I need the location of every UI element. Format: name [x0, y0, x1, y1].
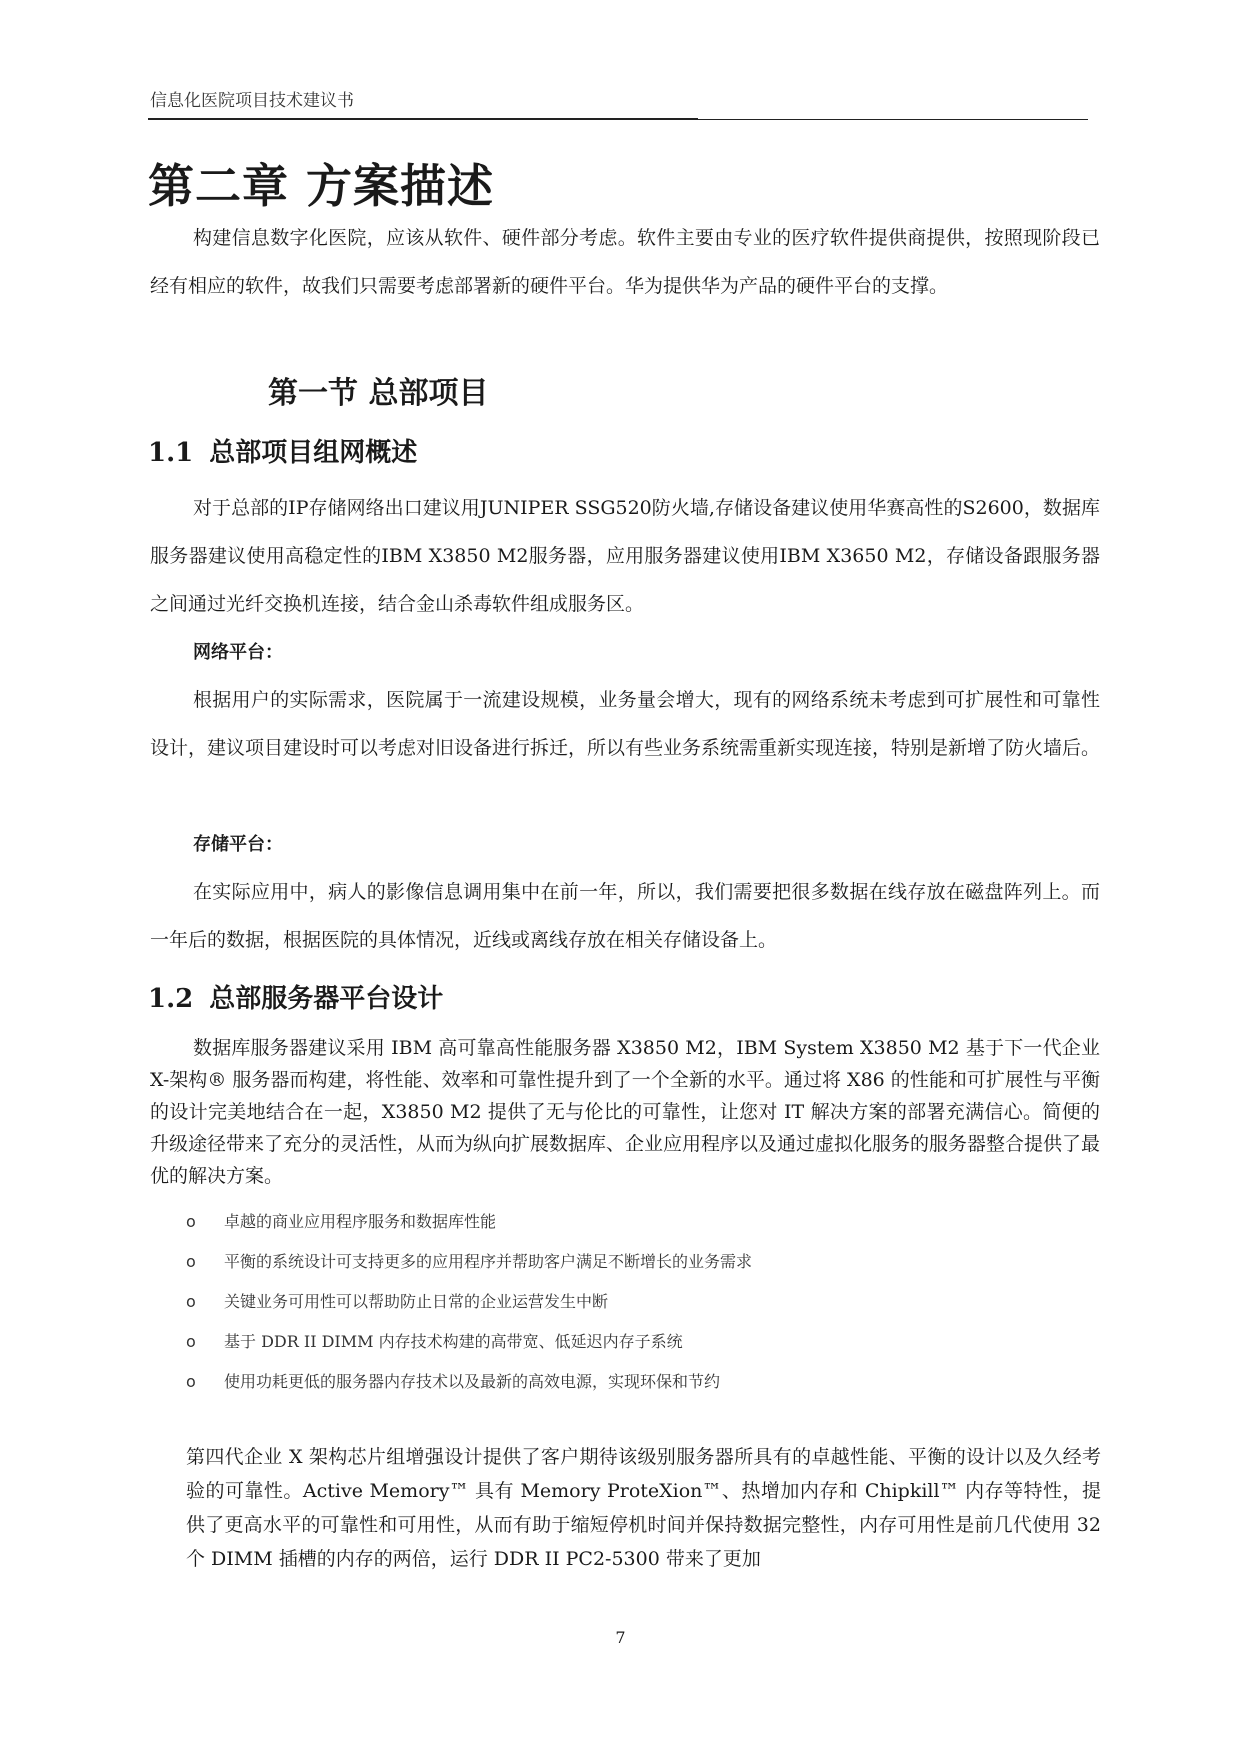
network-platform-paragraph: 根据用户的实际需求，医院属于一流建设规模，业务量会增大，现有的网络系统未考虑到可扩展性和可靠性设计，建议项目建设时可以考虑对旧设备进行拆迁，所以有些业务系统需重新实现连接，特别是新增了防火墙后。: [150, 689, 1101, 759]
bullet-marker: o: [186, 1292, 196, 1311]
page-number: 7: [615, 1628, 626, 1647]
bullet-marker: o: [186, 1212, 196, 1231]
bullet-marker: o: [186, 1332, 196, 1351]
heading-number: 1.2: [148, 984, 194, 1014]
network-overview-paragraph: 对于总部的IP存储网络出口建议用JUNIPER SSG520防火墙,存储设备建议使用华赛高性的S2600，数据库服务器建议使用高稳定性的IBM X3850 M2服务器，应用服务器建议使用IBM X3650 M2，存储设备跟服务器之间通过光纤交换机连接，结合金山杀毒软件组成服务区。: [150, 497, 1100, 615]
list-item: o 平衡的系统设计可支持更多的应用程序并帮助客户满足不断增长的业务需求: [186, 1242, 752, 1282]
header-rule-thin: [698, 119, 1088, 120]
header-rule-thick: [148, 118, 698, 120]
list-item: o 关键业务可用性可以帮助防止日常的企业运营发生中断: [186, 1282, 752, 1322]
heading-text: 总部项目组网概述: [209, 438, 418, 468]
chapter-intro-paragraph: 构建信息数字化医院，应该从软件、硬件部分考虑。软件主要由专业的医疗软件提供商提供，按照现阶段已经有相应的软件，故我们只需要考虑部署新的硬件平台。华为提供华为产品的硬件平台的支撑。: [150, 227, 1100, 297]
bullet-marker: o: [186, 1372, 196, 1391]
architecture-paragraph: 第四代企业 X 架构芯片组增强设计提供了客户期待该级别服务器所具有的卓越性能、平衡的设计以及久经考验的可靠性。Active Memory™ 具有 Memory ProteXion™、热增加内存和 Chipkill™ 内存等特性，提供了更高水平的可靠性和可用性，从而有助于缩短停机时间并保持数据完整性，内存可用性是前几代使用 32 个 DIMM 插槽的内存的两倍，运行 DDR II PC2-5300 带来了更加: [186, 1446, 1101, 1570]
section-title: 第一节 总部项目: [268, 376, 489, 411]
storage-platform-label: 存储平台：: [193, 834, 283, 855]
heading-1-1: [148, 432, 417, 469]
bullet-marker: o: [186, 1252, 196, 1271]
heading-number: 1.1: [148, 438, 194, 468]
chapter-title: 第二章 方案描述: [148, 159, 495, 213]
heading-1-2: [148, 978, 443, 1015]
running-header: 信息化医院项目技术建议书: [150, 91, 354, 111]
list-item: o 使用功耗更低的服务器内存技术以及最新的高效电源，实现环保和节约: [186, 1362, 752, 1402]
server-platform-paragraph: 数据库服务器建议采用 IBM 高可靠高性能服务器 X3850 M2，IBM System X3850 M2 基于下一代企业 X-架构® 服务器而构建，将性能、效率和可靠性提升到了一个全新的水平。通过将 X86 的性能和可扩展性与平衡的设计完美地结合在一起，X3850 M2 提供了无与伦比的可靠性，让您对 IT 解决方案的部署充满信心。简便的升级途径带来了充分的灵活性，从而为纵向扩展数据库、企业应用程序以及通过虚拟化服务的服务器整合提供了最优的解决方案。: [150, 1037, 1101, 1187]
storage-platform-paragraph: 在实际应用中，病人的影像信息调用集中在前一年，所以，我们需要把很多数据在线存放在磁盘阵列上。而一年后的数据，根据医院的具体情况，近线或离线存放在相关存储设备上。: [150, 881, 1100, 951]
feature-list: [186, 1202, 752, 1402]
list-item: o 基于 DDR II DIMM 内存技术构建的高带宽、低延迟内存子系统: [186, 1322, 752, 1362]
heading-text: 总部服务器平台设计: [209, 984, 444, 1014]
network-platform-label: 网络平台：: [193, 642, 283, 663]
list-item: o 卓越的商业应用程序服务和数据库性能: [186, 1202, 752, 1242]
